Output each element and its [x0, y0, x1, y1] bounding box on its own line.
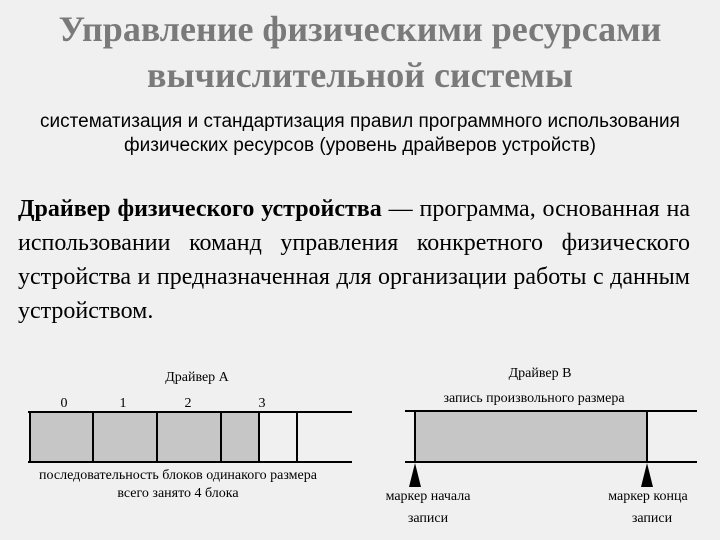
driver-a-label: Драйвер А [165, 370, 229, 385]
definition-paragraph [18, 192, 690, 328]
block-number-0: 0 [60, 396, 68, 411]
record-area [415, 411, 647, 462]
occupied-blocks [30, 412, 259, 462]
driver-a-caption-line-2: всего занято 4 блока [117, 486, 239, 501]
driver-a-diagram [28, 370, 352, 501]
block-number-1: 1 [119, 396, 127, 411]
slide-title [0, 6, 720, 98]
end-marker-icon [641, 463, 653, 487]
start-marker-line-1: маркер начала [385, 489, 471, 504]
start-marker-line-2: записи [407, 511, 449, 526]
title-line-1: Управление физическими ресурсами [58, 9, 662, 49]
driver-a-caption-line-1: последовательность блоков одинакого размера [39, 468, 317, 483]
subtitle: систематизация и стандартизация правил программного использования физических ресурсов (уровень драйверов устройств) [40, 111, 680, 156]
definition-dash: — [381, 196, 420, 222]
end-marker-line-1: маркер конца [608, 489, 688, 504]
start-marker-icon [409, 463, 421, 487]
block-number-2: 2 [184, 396, 192, 411]
driver-b-diagram [386, 366, 697, 526]
definition-term: Драйвер физического устройства [18, 196, 382, 222]
end-marker-line-2: записи [631, 511, 673, 526]
title-line-2: вычислительной системы [147, 55, 573, 95]
driver-b-label: Драйвер В [508, 366, 572, 381]
definition-text: программа, основанная на использовании команд управления конкретного физического устройства и предназначенная для организации работы с данным устройством. [18, 196, 691, 324]
record-size-label: запись произвольного размера [443, 391, 625, 406]
drivers-diagram [0, 340, 720, 540]
block-number-3: 3 [258, 396, 266, 411]
